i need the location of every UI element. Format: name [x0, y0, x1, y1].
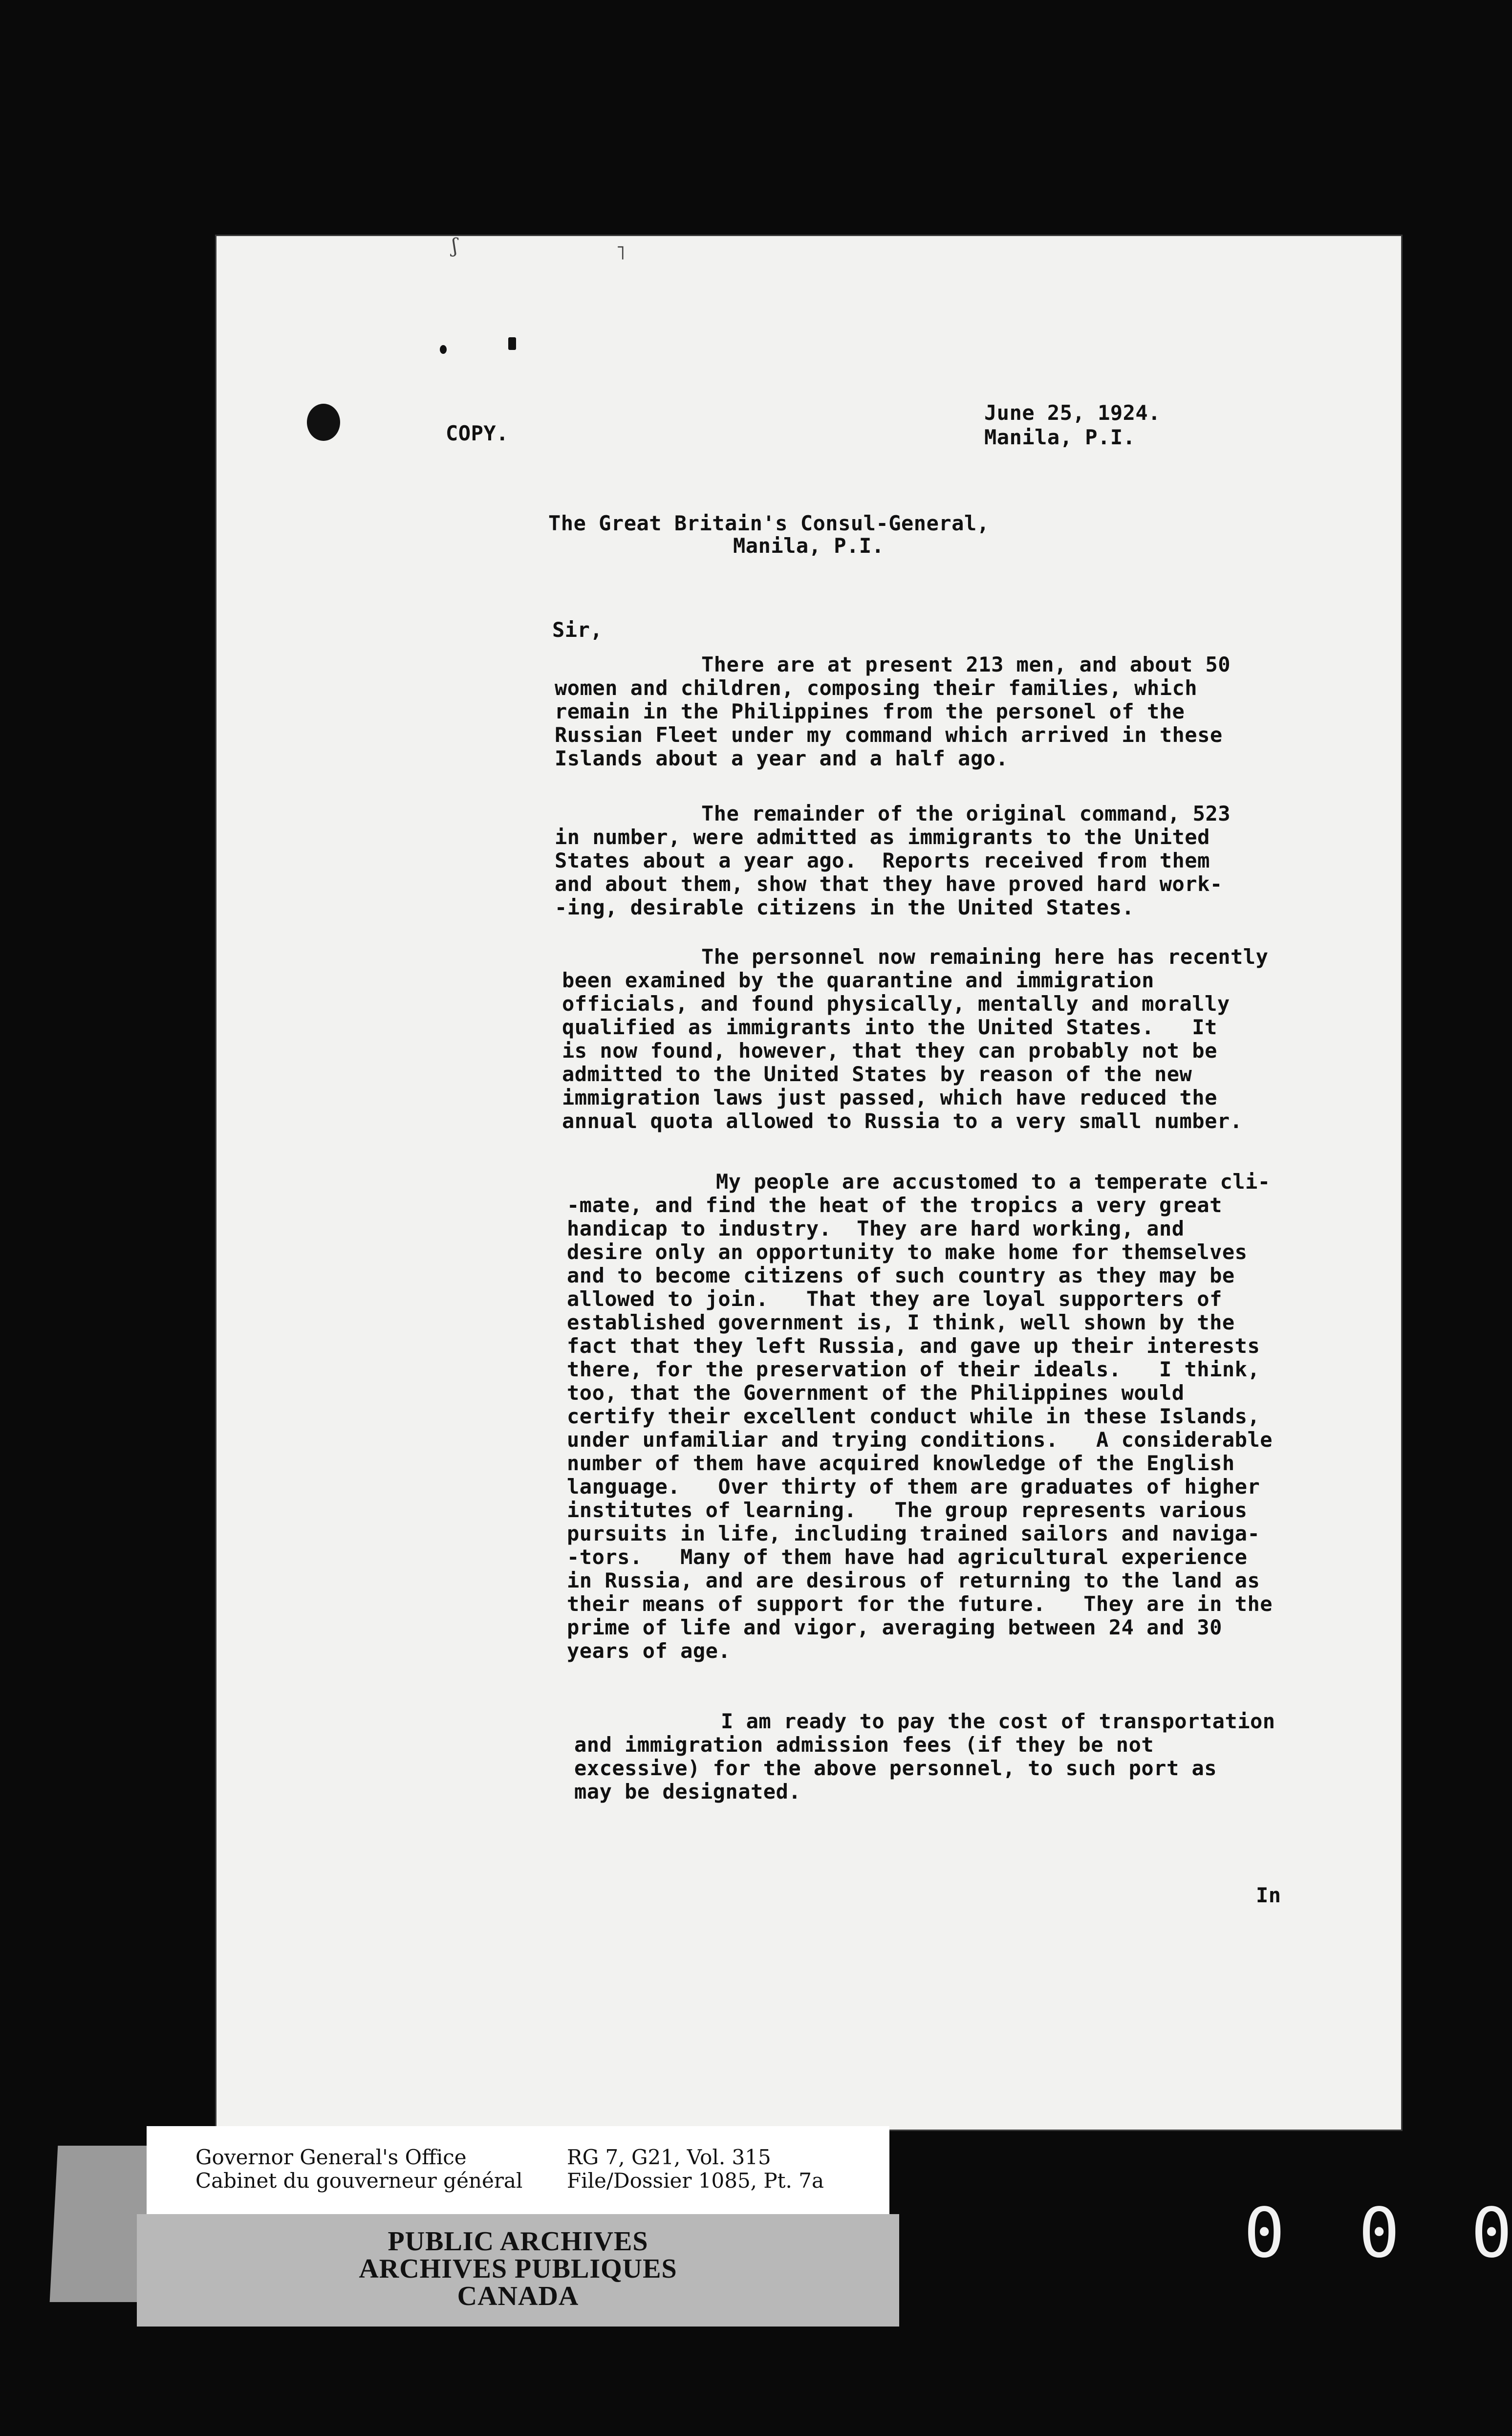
salutation: Sir,	[552, 618, 603, 642]
pencil-mark: ʃ	[452, 235, 457, 257]
text-line: too, that the Government of the Philippines would	[567, 1381, 1185, 1405]
office-fr: Cabinet du gouverneur général	[195, 2169, 523, 2193]
text-line: in Russia, and are desirous of returning to the land as	[567, 1568, 1260, 1592]
text-line: Islands about a year and a half ago.	[555, 746, 1009, 770]
text-line: institutes of learning. The group represents various	[567, 1498, 1248, 1522]
catchword: In	[1256, 1883, 1281, 1907]
text-line: I am ready to pay the cost of transportation	[721, 1709, 1275, 1733]
addressee-line: Manila, P.I.	[733, 534, 885, 558]
text-line: women and children, composing their families, which	[555, 676, 1198, 700]
record-group: RG 7, G21, Vol. 315	[567, 2145, 771, 2169]
text-line: may be designated.	[574, 1780, 801, 1804]
text-line: and to become citizens of such country as they may be	[567, 1263, 1235, 1287]
stamp-line: ARCHIVES PUBLIQUES	[359, 2254, 677, 2284]
text-line: there, for the preservation of their ideals. I think,	[567, 1357, 1260, 1381]
text-line: excessive) for the above personnel, to such port as	[574, 1756, 1217, 1780]
text-line: Russian Fleet under my command which arrived in these	[555, 723, 1223, 747]
text-line: There are at present 213 men, and about 50	[701, 652, 1231, 676]
text-line: certify their excellent conduct while in these Islands,	[567, 1404, 1260, 1428]
text-line: is now found, however, that they can probably not be	[562, 1039, 1217, 1063]
text-line: handicap to industry. They are hard working, and	[567, 1217, 1185, 1240]
text-line: years of age.	[567, 1639, 731, 1663]
frame-counter-digit: 0	[1359, 2194, 1400, 2273]
text-line: language. Over thirty of them are graduates of higher	[567, 1475, 1260, 1499]
office-en: Governor General's Office	[195, 2145, 467, 2169]
text-line: number of them have acquired knowledge of the English	[567, 1451, 1235, 1475]
text-line: The personnel now remaining here has recently	[701, 945, 1269, 969]
text-line: their means of support for the future. They are in the	[567, 1592, 1273, 1616]
text-line: annual quota allowed to Russia to a very small number.	[562, 1109, 1243, 1133]
text-line: established government is, I think, well shown by the	[567, 1310, 1235, 1334]
text-line: prime of life and vigor, averaging between 24 and 30	[567, 1615, 1222, 1639]
text-line: and immigration admission fees (if they be not	[574, 1733, 1154, 1757]
text-line: immigration laws just passed, which have reduced the	[562, 1086, 1217, 1109]
letter-date: June 25, 1924.	[984, 401, 1161, 425]
pencil-mark: ˥	[616, 242, 626, 264]
text-line: been examined by the quarantine and immigration	[562, 968, 1154, 992]
text-line: officials, and found physically, mentally and morally	[562, 992, 1230, 1016]
letter-place: Manila, P.I.	[984, 425, 1136, 449]
frame-counter-digit: 0	[1471, 2194, 1512, 2273]
text-line: The remainder of the original command, 523	[701, 802, 1231, 826]
frame-counter-digit: 0	[1244, 2194, 1285, 2273]
text-line: in number, were admitted as immigrants to the United	[555, 825, 1210, 849]
file-dossier: File/Dossier 1085, Pt. 7a	[567, 2169, 824, 2193]
text-line: allowed to join. That they are loyal supporters of	[567, 1287, 1222, 1311]
text-line: admitted to the United States by reason of the new	[562, 1062, 1192, 1086]
copy-heading: COPY.	[446, 421, 509, 445]
ink-dot	[508, 337, 516, 350]
text-line: -tors. Many of them have had agricultural experience	[567, 1545, 1248, 1569]
text-line: qualified as immigrants into the United States. It	[562, 1015, 1217, 1039]
stamp-line: CANADA	[457, 2281, 579, 2311]
text-line: -ing, desirable citizens in the United States.	[555, 895, 1135, 919]
text-line: desire only an opportunity to make home for themselves	[567, 1240, 1248, 1264]
text-line: My people are accustomed to a temperate cli-	[716, 1170, 1271, 1194]
text-line: remain in the Philippines from the personel of the	[555, 699, 1185, 723]
text-line: under unfamiliar and trying conditions. A considerable	[567, 1428, 1273, 1452]
text-line: fact that they left Russia, and gave up their interests	[567, 1334, 1260, 1358]
stamp-line: PUBLIC ARCHIVES	[388, 2226, 648, 2257]
text-line: -mate, and find the heat of the tropics a very great	[567, 1193, 1222, 1217]
ink-dot	[440, 345, 447, 354]
addressee-line: The Great Britain's Consul-General,	[548, 511, 990, 535]
archive-reference-label	[147, 2126, 889, 2224]
archives-stamp	[137, 2214, 899, 2327]
punch-hole	[307, 404, 340, 441]
text-line: and about them, show that they have proved hard work-	[555, 872, 1223, 896]
text-line: States about a year ago. Reports received from them	[555, 848, 1210, 872]
text-line: pursuits in life, including trained sailors and naviga-	[567, 1522, 1260, 1545]
